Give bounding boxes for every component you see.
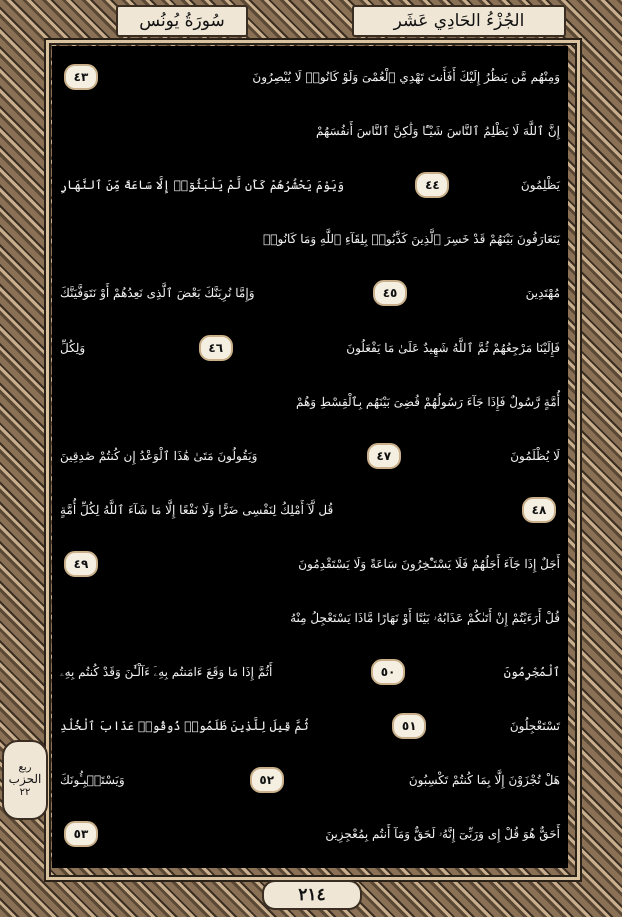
verse-text: وَيَقُولُونَ مَتَىٰ هَٰذَا ٱلْوَعْدُ إِن كُنتُمْ صَٰدِقِينَ [60, 448, 258, 463]
juz-title: الجُزْءُ الحَادِي عَشَر [393, 11, 525, 31]
verse-line [60, 753, 560, 807]
ayah-number-marker: ٤٣ [64, 64, 98, 90]
ayah-number-marker: ٤٨ [522, 497, 556, 523]
verse-text: تَسْتَعْجِلُونَ [509, 719, 560, 734]
verse-text: أَحَقٌّ هُوَ قُلْ إِى وَرَبِّىٓ إِنَّهُۥ لَحَقٌّ وَمَآ أَنتُم بِمُعْجِزِينَ [325, 827, 560, 842]
verse-text: أُمَّةٍ رَّسُولٌ فَإِذَا جَآءَ رَسُولُهُمْ قُضِىَ بَيْنَهُم بِٱلْقِسْطِ وَهُمْ [295, 394, 560, 409]
ayah-number-marker: ٤٤ [415, 172, 449, 198]
verse-line [60, 807, 560, 861]
verse-text: يَتَعَارَفُونَ بَيْنَهُمْ قَدْ خَسِرَ ٱلَّذِينَ كَذَّبُوا۟ بِلِقَآءِ ٱللَّهِ وَمَا كَانُوا۟ [263, 232, 560, 247]
surah-header [116, 5, 248, 37]
ayah-number-marker: ٤٥ [373, 280, 407, 306]
ayah-number-marker: ٤٩ [64, 551, 98, 577]
verse-text: وَمِنْهُم مَّن يَنظُرُ إِلَيْكَ أَفَأَنتَ تَهْدِي ٱلْعُمْىَ وَلَوْ كَانُوا۟ لَا يُبْصِرُونَ [252, 70, 560, 84]
verse-text: أَثُمَّ إِذَا مَا وَقَعَ ءَامَنتُم بِهِۦٓ ءَآلْـَٰٔنَ وَقَدْ كُنتُم بِهِۦ [60, 665, 273, 680]
juz-header [352, 5, 566, 37]
verse-text: فَإِلَيْنَا مَرْجِعُهُمْ ثُمَّ ٱللَّهُ شَهِيدٌ عَلَىٰ مَا يَفْعَلُونَ [346, 340, 560, 355]
verse-line [60, 429, 560, 483]
verse-line [60, 375, 560, 429]
page-number-box [262, 880, 362, 910]
verse-line [60, 321, 560, 375]
verse-text: قُلْ أَرَءَيْتُمْ إِنْ أَتَىٰكُمْ عَذَابُهُۥ بَيَٰتًا أَوْ نَهَارًا مَّاذَا يَسْتَعْجِلُ مِنْهُ [290, 611, 560, 625]
verse-line [60, 158, 560, 212]
verse-line [60, 591, 560, 645]
verse-text: لَا يُظْلَمُونَ [510, 448, 560, 463]
verse-text: ٱلْمُجْرِمُونَ [503, 665, 560, 680]
verse-text: ثُمَّ قِيلَ لِلَّذِينَ ظَلَمُوا۟ ذُوقُوا۟ عَذَابَ ٱلْخُلْدِ [60, 719, 309, 734]
verse-line [60, 104, 560, 158]
hizb-number: ٢٢ [19, 786, 31, 798]
verse-text: إِنَّ ٱللَّهَ لَا يَظْلِمُ ٱلنَّاسَ شَيْـًٔا وَلَٰكِنَّ ٱلنَّاسَ أَنفُسَهُمْ [316, 124, 560, 139]
verse-line [60, 50, 560, 104]
surah-title: سُورَةُ يُونُس [139, 11, 225, 31]
verse-line [60, 699, 560, 753]
ayah-number-marker: ٤٦ [199, 335, 233, 361]
ayah-number-marker: ٥١ [392, 713, 426, 739]
page-number: ٢١٤ [298, 885, 326, 905]
hizb-quarter: ربع [18, 762, 32, 774]
ayah-number-marker: ٥٣ [64, 821, 98, 847]
ayah-number-marker: ٥٢ [250, 767, 284, 793]
verse-text: وَيَسْتَنۢبِـُٔونَكَ [60, 773, 125, 788]
verse-text: وَلِكُلِّ [60, 340, 86, 355]
hizb-label: الحزب [8, 772, 42, 787]
verse-line [60, 212, 560, 266]
verse-text: هَلْ تُجْزَوْنَ إِلَّا بِمَا كُنتُمْ تَكْسِبُونَ [408, 773, 560, 788]
verse-line [60, 537, 560, 591]
verse-text: يَظْلِمُونَ [520, 178, 560, 193]
verse-line [60, 483, 560, 537]
verse-text: وَيَوْمَ يَحْشُرُهُمْ كَأَن لَّمْ يَلْبَثُوٓا۟ إِلَّا سَاعَةً مِّنَ ٱلنَّهَارِ [60, 178, 344, 193]
ayah-number-marker: ٤٧ [367, 443, 401, 469]
ayah-number-marker: ٥٠ [371, 659, 405, 685]
verse-lines [60, 50, 560, 862]
verse-line [60, 645, 560, 699]
verse-line [60, 266, 560, 320]
hizb-marker [2, 740, 48, 820]
verse-text: وَإِمَّا نُرِيَنَّكَ بَعْضَ ٱلَّذِى نَعِدُهُمْ أَوْ نَتَوَفَّيَنَّكَ [60, 286, 255, 301]
verse-text: مُهْتَدِينَ [525, 286, 560, 301]
verse-text: قُل لَّآ أَمْلِكُ لِنَفْسِى ضَرًّا وَلَا نَفْعًا إِلَّا مَا شَآءَ ٱللَّهُ لِكُلِّ أُمَّةٍ [60, 502, 334, 517]
verse-text: أَجَلٌ إِذَا جَآءَ أَجَلُهُمْ فَلَا يَسْتَـْٔخِرُونَ سَاعَةً وَلَا يَسْتَقْدِمُونَ [298, 556, 560, 571]
